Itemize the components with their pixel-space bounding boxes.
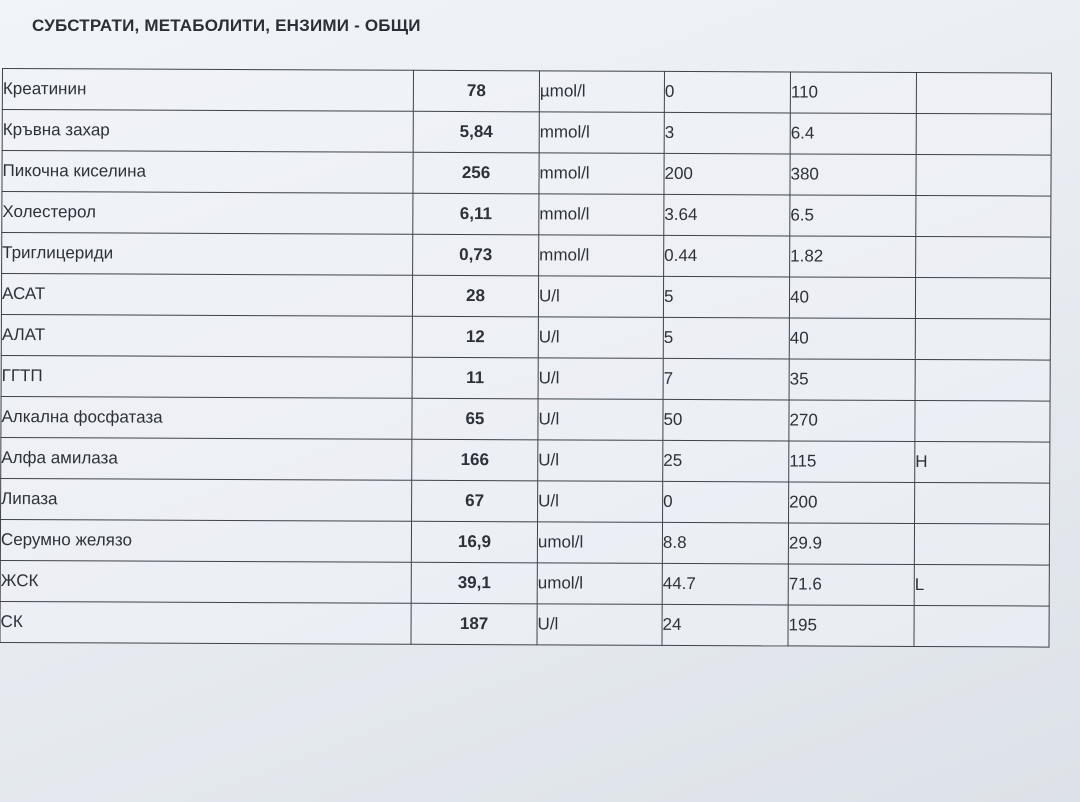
result-value: 187	[411, 603, 537, 645]
reference-high: 1.82	[790, 236, 916, 278]
table-row	[0, 560, 1049, 606]
reference-high: 6.4	[790, 113, 916, 155]
test-name: Алкална фосфатаза	[1, 396, 412, 439]
reference-low: 25	[663, 440, 789, 482]
result-flag	[915, 277, 1050, 319]
table-row	[1, 314, 1050, 360]
result-value: 67	[412, 480, 538, 522]
result-flag	[915, 359, 1050, 401]
reference-high: 6.5	[790, 195, 916, 237]
reference-high: 195	[788, 605, 914, 647]
reference-low: 5	[663, 317, 789, 359]
result-value: 6,11	[413, 193, 539, 235]
reference-low: 7	[663, 358, 789, 400]
table-row	[1, 396, 1050, 442]
reference-high: 40	[789, 318, 915, 360]
result-value: 0,73	[413, 234, 539, 276]
table-row	[1, 355, 1050, 401]
table-row	[2, 233, 1051, 279]
results-sheet	[0, 68, 1052, 648]
result-flag	[915, 318, 1050, 360]
result-value: 5,84	[413, 111, 539, 153]
table-row	[2, 192, 1051, 238]
reference-high: 29.9	[788, 523, 914, 565]
result-flag	[916, 236, 1051, 278]
result-unit: U/l	[538, 317, 663, 359]
table-row	[1, 274, 1050, 320]
result-unit: U/l	[537, 604, 662, 646]
test-name: АСАТ	[1, 274, 412, 317]
test-name: Липаза	[1, 478, 412, 521]
test-name: СК	[0, 601, 411, 644]
result-value: 78	[413, 70, 539, 112]
result-unit: mmol/l	[539, 153, 664, 195]
test-name: Холестерол	[2, 192, 413, 235]
result-value: 12	[412, 316, 538, 358]
reference-high: 270	[789, 400, 915, 442]
result-flag	[915, 482, 1050, 524]
result-unit: U/l	[538, 481, 663, 523]
result-unit: U/l	[538, 440, 663, 482]
reference-high: 71.6	[788, 564, 914, 606]
result-value: 65	[412, 398, 538, 440]
test-name: ЖСК	[0, 560, 411, 603]
test-name: Кръвна захар	[2, 110, 413, 153]
result-value: 16,9	[411, 521, 537, 563]
table-row	[1, 437, 1050, 483]
reference-high: 115	[789, 441, 915, 483]
result-value: 166	[412, 439, 538, 481]
result-unit: U/l	[538, 358, 663, 400]
reference-low: 0.44	[664, 235, 790, 277]
result-flag	[915, 400, 1050, 442]
results-table	[0, 68, 1052, 648]
test-name: Креатинин	[2, 69, 413, 112]
reference-high: 35	[789, 359, 915, 401]
test-name: Пикочна киселина	[2, 151, 413, 194]
test-name: АЛАТ	[1, 314, 412, 357]
reference-high: 40	[789, 277, 915, 319]
reference-low: 3	[664, 112, 790, 154]
result-value: 39,1	[411, 562, 537, 604]
result-unit: U/l	[538, 399, 663, 441]
result-flag	[916, 154, 1051, 196]
result-flag: L	[914, 564, 1049, 606]
result-unit: µmol/l	[539, 71, 664, 113]
result-unit: mmol/l	[539, 235, 664, 277]
result-value: 11	[412, 357, 538, 399]
result-unit: U/l	[538, 276, 663, 318]
result-flag	[914, 605, 1049, 647]
reference-high: 110	[790, 72, 916, 114]
result-flag	[916, 113, 1051, 155]
result-flag	[914, 523, 1049, 565]
result-value: 28	[412, 275, 538, 317]
table-row	[0, 601, 1049, 647]
reference-low: 8.8	[662, 522, 788, 564]
reference-low: 3.64	[664, 194, 790, 236]
test-name: ГГТП	[1, 355, 412, 398]
results-table-body	[0, 69, 1051, 648]
result-flag	[916, 72, 1051, 114]
table-row	[0, 519, 1049, 565]
test-name: Алфа амилаза	[1, 437, 412, 480]
reference-low: 200	[664, 153, 790, 195]
table-row	[2, 151, 1051, 197]
reference-high: 200	[789, 482, 915, 524]
reference-low: 0	[664, 71, 790, 113]
result-unit: mmol/l	[539, 194, 664, 236]
result-unit: umol/l	[537, 522, 662, 564]
reference-low: 44.7	[662, 563, 788, 605]
result-value: 256	[413, 152, 539, 194]
table-row	[1, 478, 1050, 524]
reference-low: 5	[663, 276, 789, 318]
table-row	[2, 110, 1051, 156]
section-title: СУБСТРАТИ, МЕТАБОЛИТИ, ЕНЗИМИ - ОБЩИ	[32, 16, 421, 35]
reference-high: 380	[790, 154, 916, 196]
test-name: Серумно желязо	[0, 519, 411, 562]
reference-low: 24	[662, 604, 788, 646]
result-unit: mmol/l	[539, 112, 664, 154]
reference-low: 50	[663, 399, 789, 441]
result-flag: H	[915, 441, 1050, 483]
reference-low: 0	[663, 481, 789, 523]
result-flag	[916, 195, 1051, 237]
test-name: Триглицериди	[2, 233, 413, 276]
table-row	[2, 69, 1051, 115]
result-unit: umol/l	[537, 563, 662, 605]
